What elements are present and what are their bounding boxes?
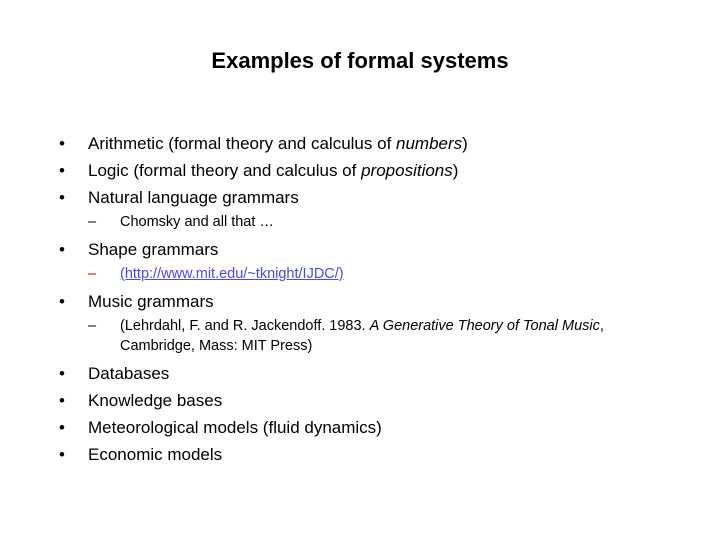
sub-item-shape-link: [56, 264, 676, 284]
list-item-shape-grammars: [56, 238, 676, 262]
dash-icon: –: [88, 266, 97, 282]
item-text: Databases: [88, 364, 170, 383]
hyperlink[interactable]: (http://www.mit.edu/~tknight/IJDC/): [120, 266, 344, 282]
item-text: ): [462, 134, 468, 153]
item-text: Logic (formal theory and calculus of: [88, 161, 362, 180]
sub-item-text: (Lehrdahl, F. and R. Jackendoff. 1983.: [120, 318, 370, 334]
item-text: Music grammars: [88, 292, 214, 311]
list-item-meteorological: [56, 416, 676, 440]
list-item-natural-language: [56, 186, 676, 210]
item-text: ): [452, 161, 459, 180]
item-text: Arithmetic (formal theory and calculus of: [88, 134, 397, 153]
bullet-icon: •: [59, 364, 65, 383]
bullet-icon: •: [59, 240, 65, 259]
bullet-icon: •: [59, 188, 65, 207]
sub-item-chomsky: [56, 212, 676, 232]
bullet-icon: •: [59, 161, 65, 180]
bullet-icon: •: [59, 134, 65, 153]
sub-item-text: , Cambridge, Mass: MIT Press): [120, 318, 604, 354]
sub-item-text: Chomsky and all that …: [120, 214, 274, 230]
bullet-icon: •: [59, 391, 65, 410]
list-item-databases: [56, 362, 676, 386]
slide-title: Examples of formal systems: [211, 48, 509, 73]
bullet-icon: •: [59, 445, 65, 464]
item-emphasis: numbers: [396, 134, 463, 153]
item-text: Meteorological models (fluid dynamics): [88, 418, 382, 437]
item-text: Knowledge bases: [88, 391, 223, 410]
book-title: A Generative Theory of Tonal Music: [369, 318, 600, 334]
item-emphasis: propositions: [361, 161, 453, 180]
list-item-arithmetic: [56, 132, 676, 156]
item-text: Shape grammars: [88, 240, 219, 259]
sub-item-reference: [56, 316, 676, 356]
bullet-icon: •: [59, 418, 65, 437]
item-text: Economic models: [88, 445, 223, 464]
dash-icon: –: [88, 318, 97, 334]
list-item-music-grammars: [56, 290, 676, 314]
list-item-knowledge-bases: [56, 389, 676, 413]
list-item-economic: [56, 443, 676, 467]
list-item-logic: [56, 159, 676, 183]
item-text: Natural language grammars: [88, 188, 299, 207]
bullet-icon: •: [59, 292, 65, 311]
bullet-list: [56, 132, 676, 470]
dash-icon: –: [88, 214, 97, 230]
